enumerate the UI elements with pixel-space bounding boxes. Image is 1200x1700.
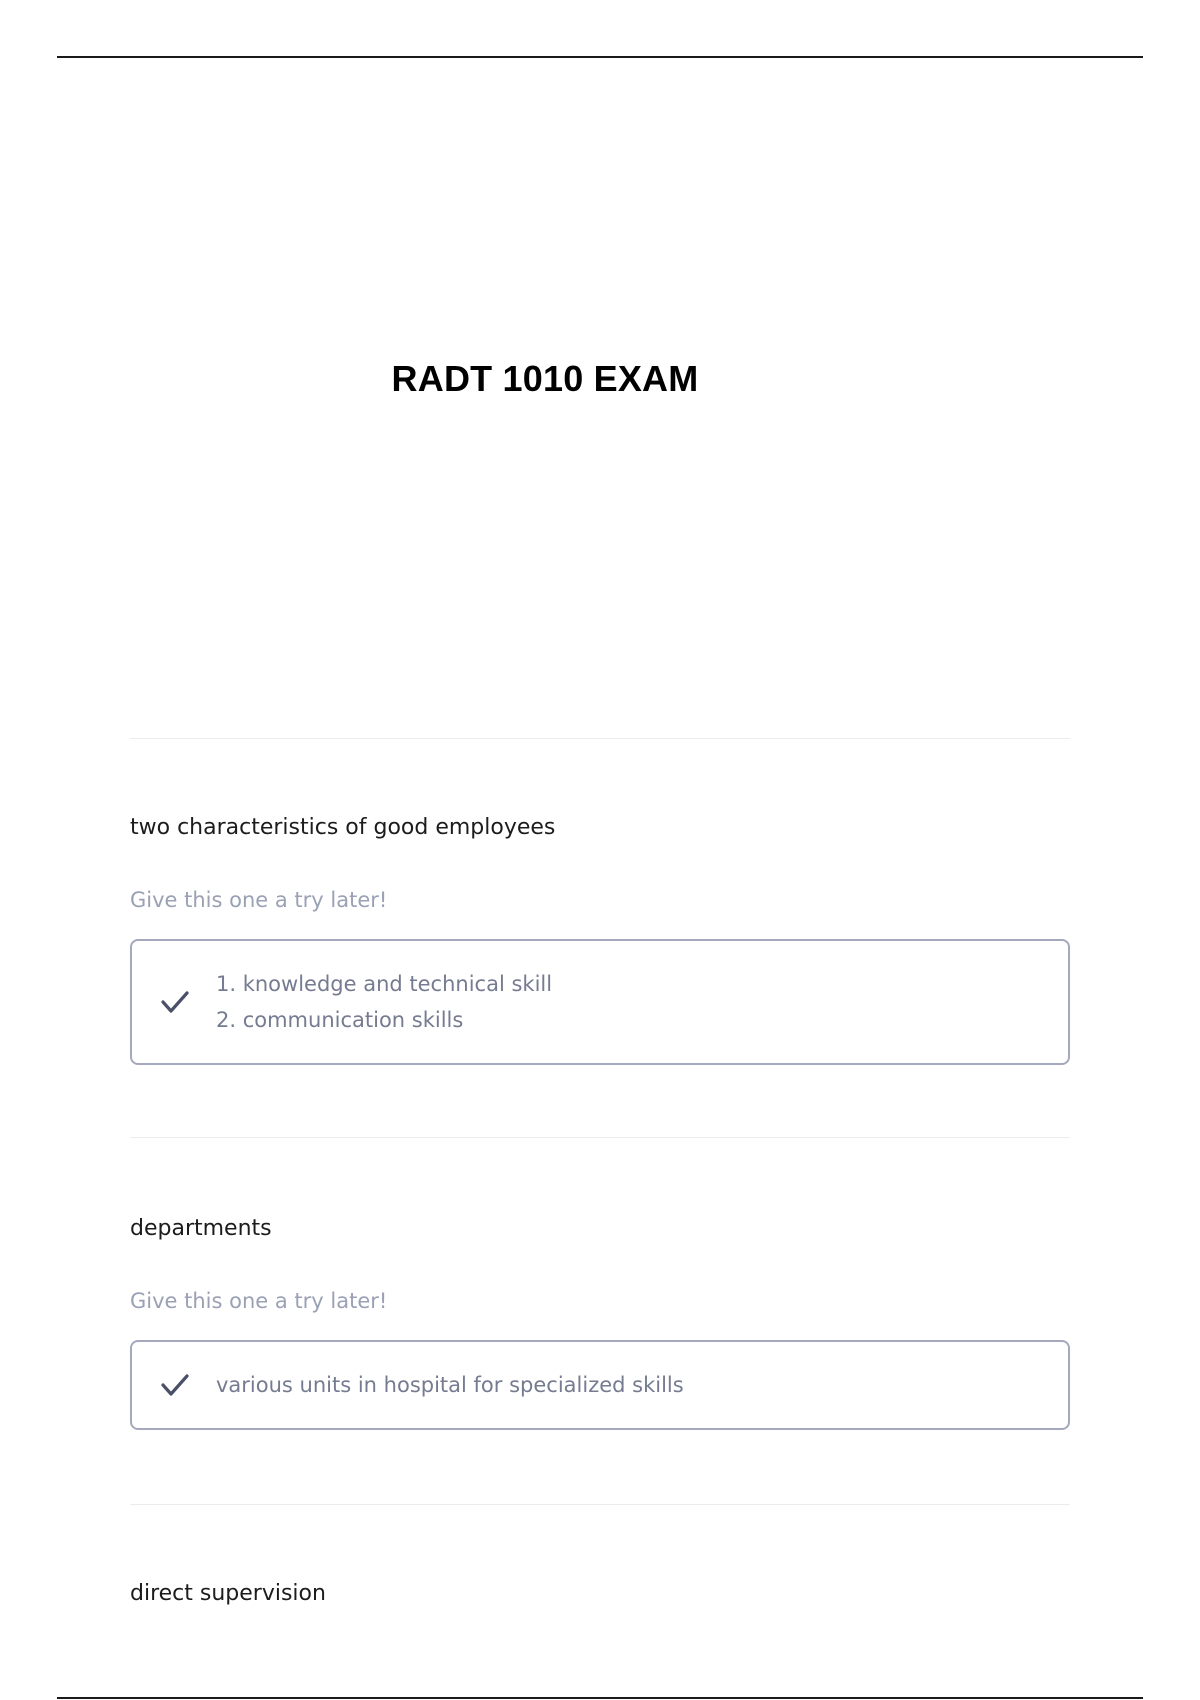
card-answer: 1. knowledge and technical skill 2. communication skills [216, 972, 553, 1032]
card-term: departments [130, 1216, 272, 1241]
card-answer: various units in hospital for specialized skills [216, 1373, 684, 1397]
flashcard [130, 739, 1070, 1065]
checkmark-icon [158, 985, 192, 1019]
card-hint[interactable]: Give this one a try later! [130, 888, 388, 912]
flashcard-list [130, 738, 1070, 1605]
card-answer-box[interactable] [130, 1340, 1070, 1430]
card-answer-box[interactable] [130, 939, 1070, 1065]
page-top-rule [57, 56, 1143, 58]
card-hint[interactable]: Give this one a try later! [130, 1289, 388, 1313]
flashcard [130, 1505, 1070, 1605]
card-term: two characteristics of good employees [130, 815, 556, 840]
checkmark-icon [158, 1368, 192, 1402]
document-title: RADT 1010 EXAM [391, 358, 699, 399]
card-term: direct supervision [130, 1581, 326, 1606]
page-bottom-rule [57, 1697, 1143, 1699]
flashcard [130, 1138, 1070, 1430]
